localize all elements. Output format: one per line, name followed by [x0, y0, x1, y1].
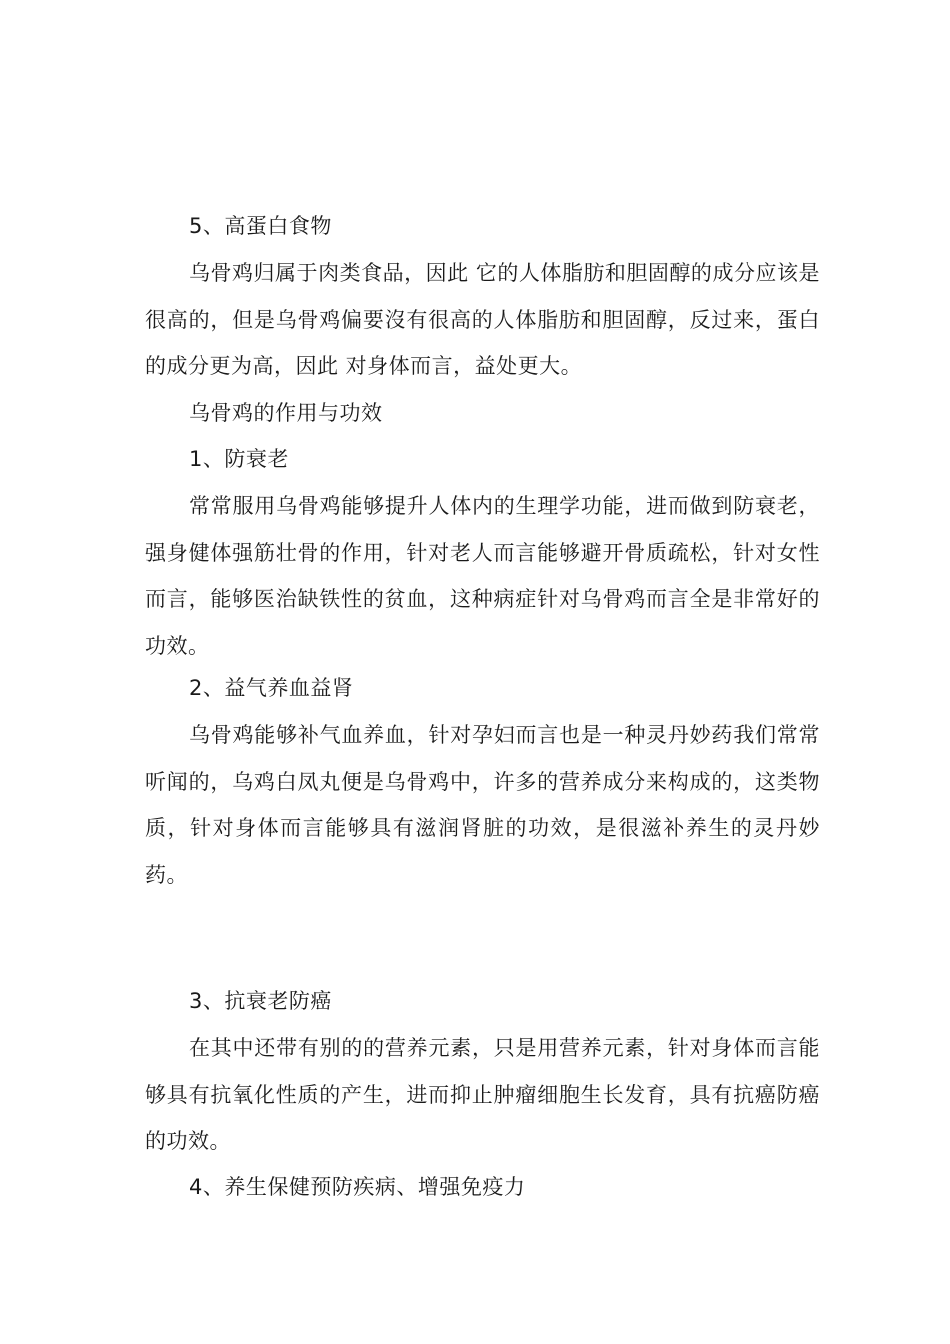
section-heading-anti-cancer: 3、抗衰老防癌	[189, 989, 332, 1013]
section-heading-high-protein: 5、高蛋白食物	[189, 214, 332, 238]
paragraph-blood-kidney: 乌骨鸡能够补气血养血，针对孕妇而言也是一种灵丹妙药我们常常听闻的，乌鸡白凤丸便是乌骨鸡中，许多的营养成分来构成的，这类物质，针对身体而言能够具有滋润肾脏的功效，是很滋补养生的灵丹妙药。	[145, 723, 820, 887]
section-heading-anti-aging: 1、防衰老	[189, 447, 289, 471]
paragraph-anti-aging: 常常服用乌骨鸡能够提升人体内的生理学功能，进而做到防衰老，强身健体强筋壮骨的作用，针对老人而言能够避开骨质疏松，针对女性而言，能够医治缺铁性的贫血，这种病症针对乌骨鸡而言全是非常好的功效。	[145, 494, 820, 658]
section-heading-immunity: 4、养生保健预防疾病、增强免疫力	[189, 1175, 526, 1199]
paragraph-high-protein: 乌骨鸡归属于肉类食品，因此 它的人体脂肪和胆固醇的成分应该是很高的，但是乌骨鸡偏要沒有很高的人体脂肪和胆固醇，反过来，蛋白的成分更为高，因此 对身体而言，益处更大。	[145, 261, 820, 378]
paragraph-anti-cancer: 在其中还带有别的的营养元素，只是用营养元素，针对身体而言能够具有抗氧化性质的产生，进而抑止肿瘤细胞生长发育，具有抗癌防癌的功效。	[145, 1036, 820, 1153]
section-heading-effects: 乌骨鸡的作用与功效	[189, 401, 383, 425]
section-heading-blood-kidney: 2、益气养血益肾	[189, 676, 354, 700]
